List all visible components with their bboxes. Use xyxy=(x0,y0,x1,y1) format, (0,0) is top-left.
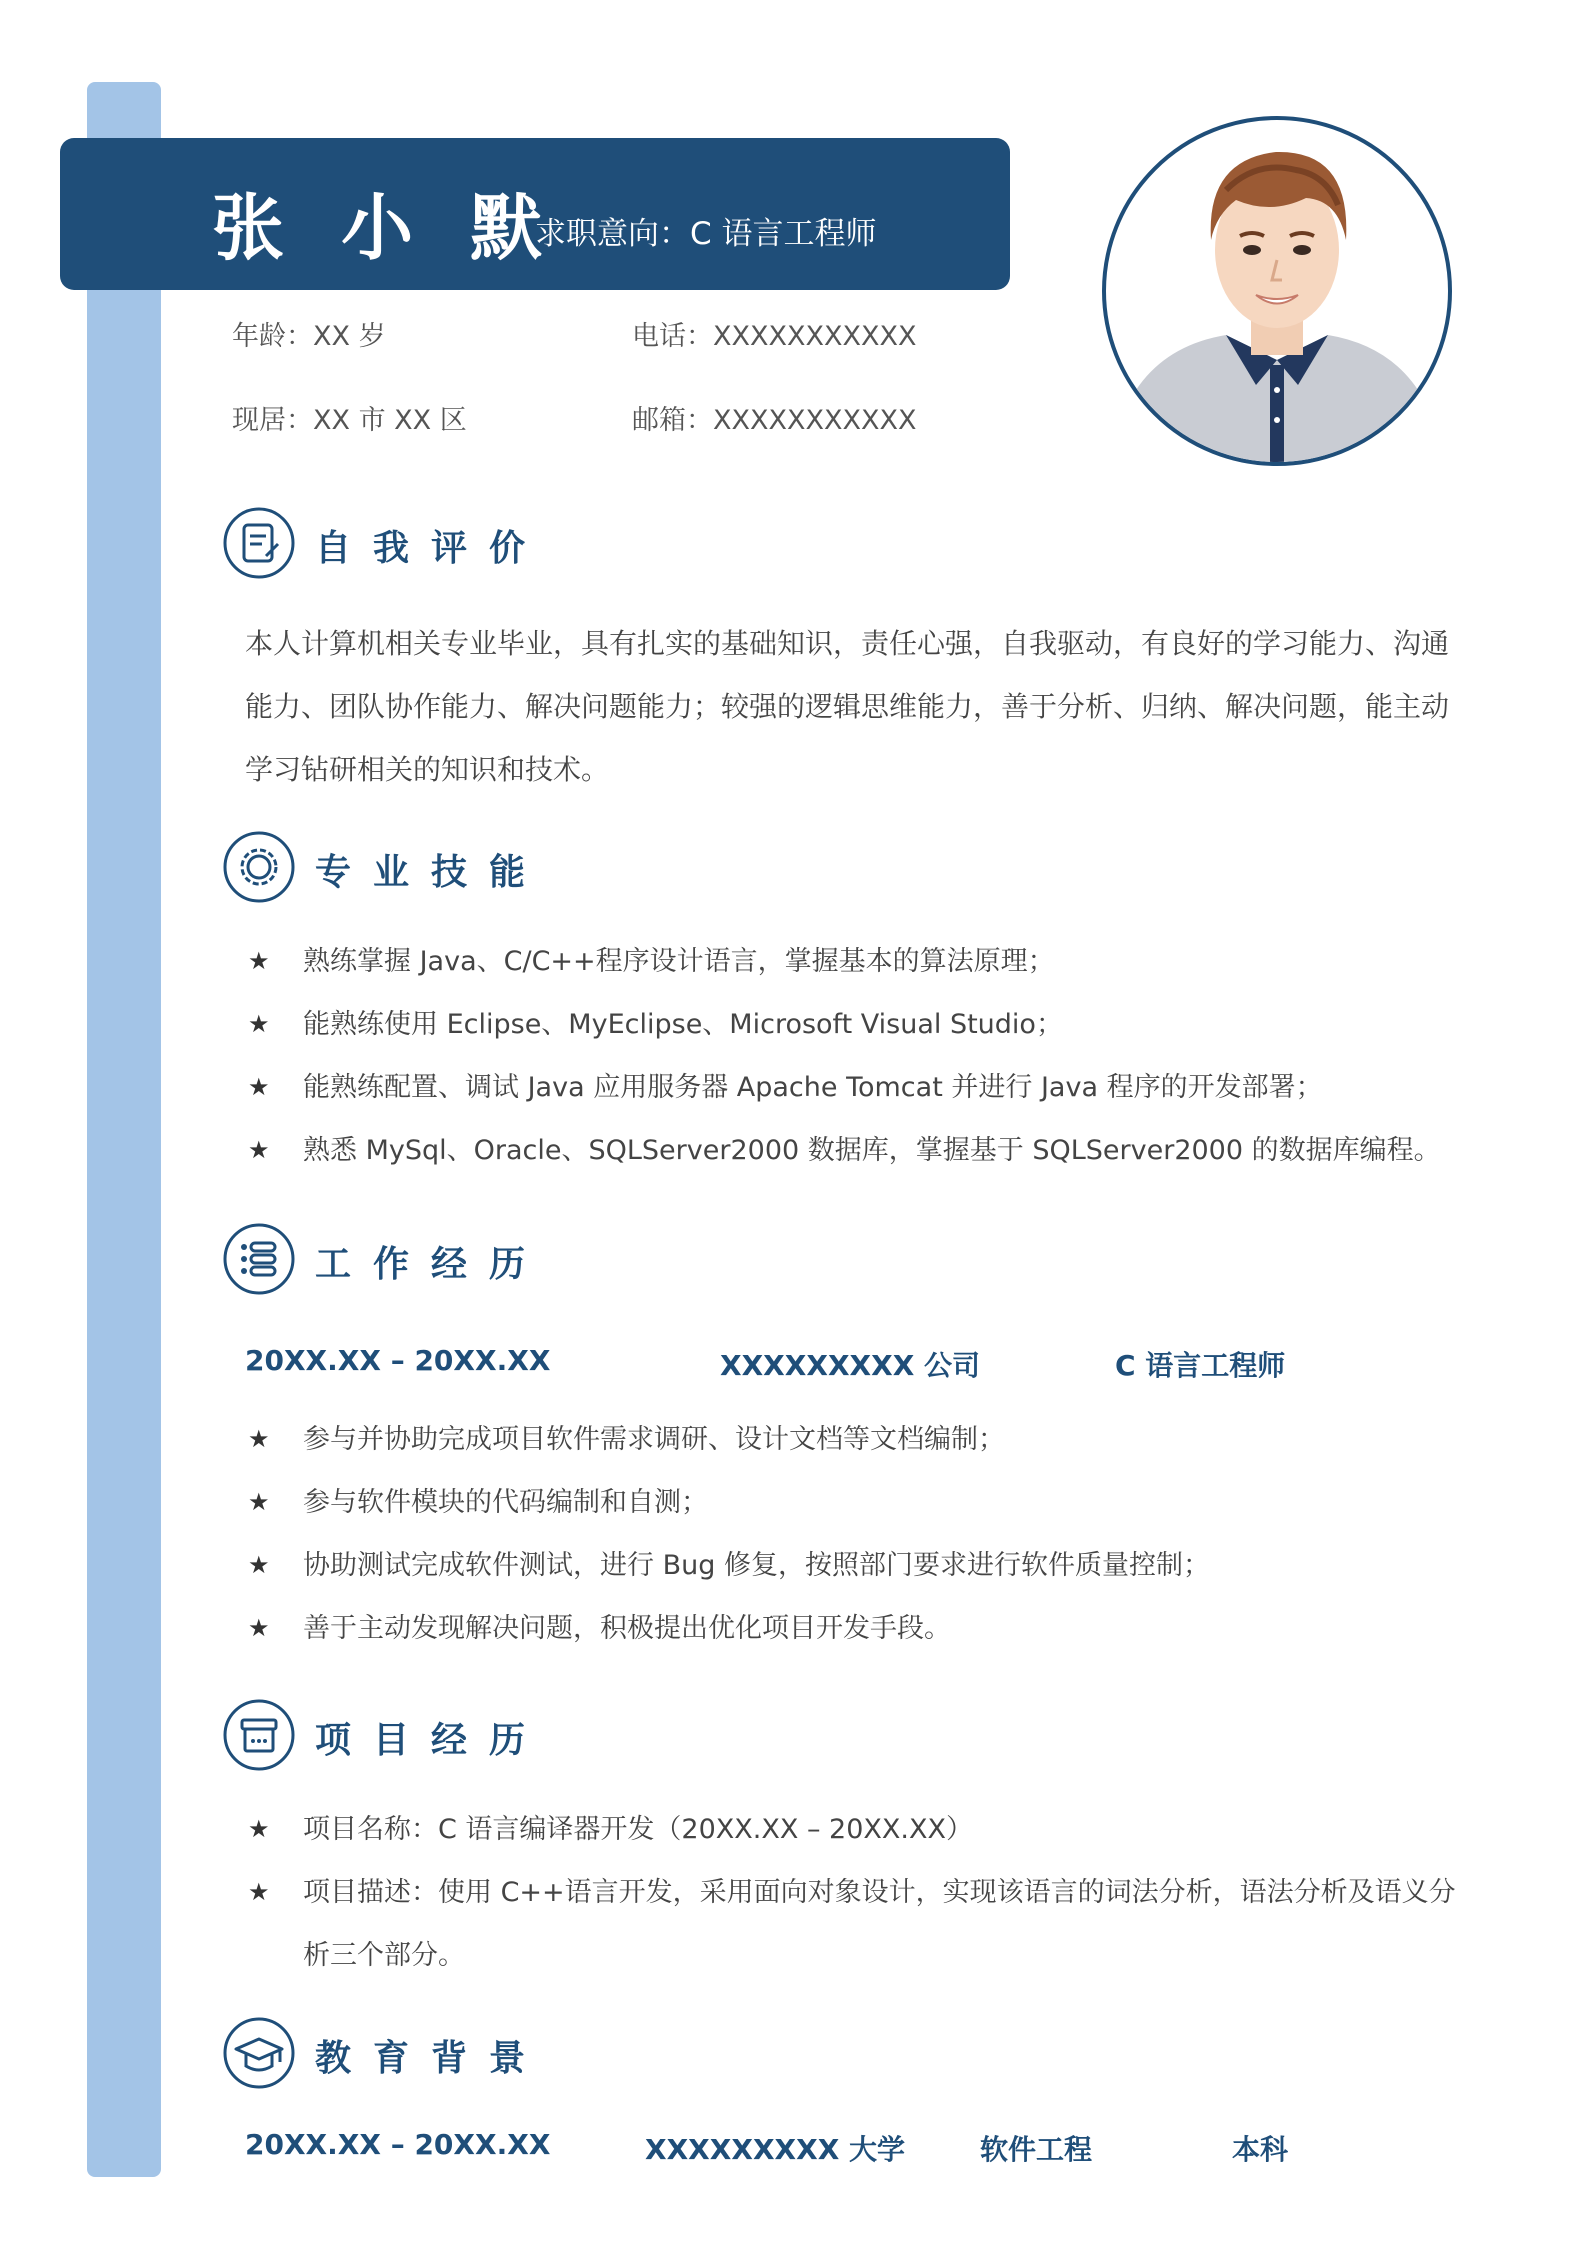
gear-icon xyxy=(222,830,296,904)
star-bullet-icon: ★ xyxy=(248,1878,270,1906)
star-bullet-icon: ★ xyxy=(248,1073,270,1101)
star-bullet-icon: ★ xyxy=(248,947,270,975)
star-bullet-icon: ★ xyxy=(248,1551,270,1579)
avatar-illustration-icon xyxy=(1106,120,1448,462)
list-item: ★ 参与并协助完成项目软件需求调研、设计文档等文档编制； xyxy=(248,1408,1468,1471)
left-accent-bar xyxy=(87,82,161,2177)
info-location: 现居：XX 市 XX 区 xyxy=(232,405,467,436)
list-item: ★ 熟悉 MySql、Oracle、SQLServer2000 数据库，掌握基于 SQLServer2000 的数据库编程。 xyxy=(248,1119,1468,1182)
candidate-name: 张 小 默 xyxy=(212,186,559,270)
star-bullet-icon: ★ xyxy=(248,1488,270,1516)
skills-list xyxy=(248,930,1468,1182)
list-icon xyxy=(222,1222,296,1296)
work-list xyxy=(248,1408,1468,1660)
star-bullet-icon: ★ xyxy=(248,1815,270,1843)
edu-major: 软件工程 xyxy=(980,2133,1093,2166)
self-eval-text: 本人计算机相关专业毕业，具有扎实的基础知识，责任心强，自我驱动，有良好的学习能力、沟通能力、团队协作能力、解决问题能力；较强的逻辑思维能力，善于分析、归纳、解决问题，能主动学习钻研相关的知识和技术。 xyxy=(245,627,1450,786)
work-role: C 语言工程师 xyxy=(1115,1349,1286,1382)
list-item: ★ 善于主动发现解决问题，积极提出优化项目开发手段。 xyxy=(248,1597,1468,1660)
list-item: ★ 项目描述：使用 C++语言开发，采用面向对象设计，实现该语言的词法分析，语法分析及语义分析三个部分。 xyxy=(248,1861,1468,1987)
list-item: ★ 参与软件模块的代码编制和自测； xyxy=(248,1471,1468,1534)
archive-box-icon xyxy=(222,1698,296,1772)
project-list xyxy=(248,1798,1468,1987)
job-intent: 求职意向：C 语言工程师 xyxy=(535,216,877,252)
list-item: ★ 熟练掌握 Java、C/C++程序设计语言，掌握基本的算法原理； xyxy=(248,930,1468,993)
list-item: ★ 协助测试完成软件测试，进行 Bug 修复，按照部门要求进行软件质量控制； xyxy=(248,1534,1468,1597)
section-title-education: 教育背景 xyxy=(315,2038,548,2079)
list-item: ★ 项目名称：C 语言编译器开发（20XX.XX – 20XX.XX） xyxy=(248,1798,1468,1861)
document-edit-icon xyxy=(222,506,296,580)
section-title-self-eval: 自我评价 xyxy=(315,528,548,569)
graduation-cap-icon xyxy=(222,2016,296,2090)
star-bullet-icon: ★ xyxy=(248,1136,270,1164)
info-phone: 电话：XXXXXXXXXXX xyxy=(632,321,917,352)
work-period: 20XX.XX – 20XX.XX xyxy=(245,1344,551,1377)
section-title-work: 工作经历 xyxy=(315,1244,548,1285)
work-company: XXXXXXXXX 公司 xyxy=(720,1349,981,1382)
star-bullet-icon: ★ xyxy=(248,1614,270,1642)
star-bullet-icon: ★ xyxy=(248,1010,270,1038)
star-bullet-icon: ★ xyxy=(248,1425,270,1453)
edu-school: XXXXXXXXX 大学 xyxy=(645,2133,906,2166)
section-title-skills: 专业技能 xyxy=(315,852,548,893)
edu-period: 20XX.XX – 20XX.XX xyxy=(245,2128,551,2161)
section-title-project: 项目经历 xyxy=(315,1720,548,1761)
avatar xyxy=(1102,116,1452,466)
list-item: ★ 能熟练使用 Eclipse、MyEclipse、Microsoft Visual Studio； xyxy=(248,993,1468,1056)
list-item: ★ 能熟练配置、调试 Java 应用服务器 Apache Tomcat 并进行 Java 程序的开发部署； xyxy=(248,1056,1468,1119)
info-age: 年龄：XX 岁 xyxy=(232,321,386,352)
info-email: 邮箱：XXXXXXXXXXX xyxy=(632,405,917,436)
edu-degree: 本科 xyxy=(1232,2133,1289,2166)
